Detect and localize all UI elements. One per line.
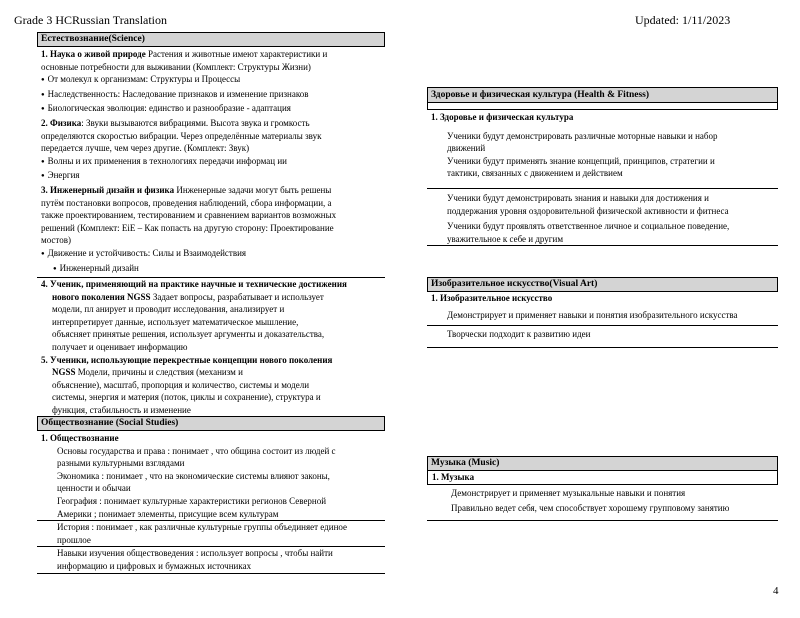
grade-label: Grade 3 HCRussian Translation: [14, 13, 168, 27]
page-number: 4: [773, 585, 779, 597]
science-heading: Естествознание(Science): [37, 32, 385, 47]
music-heading: Музыка (Music): [427, 456, 778, 471]
list-item: ● Наследственность: Наследование признаков и изменение признаков: [41, 88, 385, 103]
science-section: Естествознание(Science) 1. Наука о живой природе Растения и животные имеют характеристики и основные потребности для выживании (Комплект: Структуры Жизни) ● От молекул к организмам: Структуры и Процессы ● Наследственность: Наследование признаков и изменение признаков ● Биологическая эволюция: единство и разнообразие - адаптация 2. Физика: Звуки вызываются вибрациями. Высота звука и громкость определяются скоростью вибрации. Через определённые материалы звук передается лучше, чем через другие. (Комплект: Звук) ● Волны и их применения в технологиях передачи информац ии ● Энергия 3. Инженерный дизайн и физика Инженерные задачи могут быть решены путём постановки вопросов, проведения наблюдений, сбора информации, а также проектированием, тестированием и сравнением вариантов возможных решений (Комплект: EiE – Как попасть на другую сторону: Проектирование мостов) ● Движение и устойчивость: Силы и Взаимодействия ● Инженерный дизайн 4. Ученик, применяющий на практике научные и технические достижения нового поколения NGSS Задает вопросы, разрабатывает и использует модели, пл анирует и проводит исследования, анализирует и интерпретирует данные, использует математическое мышление, объясняет принятые решения, использует аргументы и доказательства, получает и оценивает информацию 5. Ученики, использующие перекрестные концепции нового поколения NGSS Модели, причины и следствия (механизм и объяснение), масштаб, пропорция и количество, системы и модели системы, энергия и материя (поток, циклы и сохранение), структура и функция, стабильность и изменение: [37, 32, 385, 417]
updated-date: Updated: 1/11/2023: [635, 13, 731, 27]
social-studies-section: Обществознание (Social Studies) 1. Обществознание Основы государства и права : понимает , что община состоит из людей с разными культурными взглядами Экономика : понимает , что на экономические системы влияют законы, ценности и обычаи География : понимает культурные характеристики регионов Северной Америки ; понимает элементы, присущие всем культурам История : понимает , как различные культурные группы объединяет единое прошлое Навыки изучения обществоведения : использует вопросы , чтобы найти информацию и цифровых и бумажных источниках: [37, 416, 385, 574]
social-studies-heading: Обществознание (Social Studies): [37, 416, 385, 431]
visual-art-heading: Изобразительное искусство(Visual Art): [427, 277, 778, 292]
list-item: ● Инженерный дизайн: [41, 262, 385, 277]
list-item: ● Биологическая эволюция: единство и разнообразие - адаптация: [41, 102, 385, 117]
health-section: Здоровье и физическая культура (Health & Fitness) 1. Здоровье и физическая культура Ученики будут демонстрировать различные моторные навыки и набор движений Ученики будут применять знание концепций, принципов, стратегии и тактики, связанных с движением и действием Ученики будут демонстрировать знания и навыки для достижения и поддержания уровня оздоровительной физической активности и фитнеса Ученики будут проявлять ответственное личное и социальное поведение, уважительное к себе и другим: [427, 87, 778, 246]
list-item: ● От молекул к организмам: Структуры и Процессы: [41, 73, 385, 88]
list-item: ● Волны и их применения в технологиях передачи информац ии: [41, 155, 385, 170]
health-heading: Здоровье и физическая культура (Health & Fitness): [427, 87, 778, 103]
list-item: ● Движение и устойчивость: Силы и Взаимодействия: [41, 247, 385, 262]
music-section: Музыка (Music) 1. Музыка Демонстрирует и применяет музыкальные навыки и понятия Правильно ведет себя, чем способствует хорошему групповому занятию: [427, 456, 778, 521]
visual-art-section: Изобразительное искусство(Visual Art) 1. Изобразительное искусство Демонстрирует и применяет навыки и понятия изобразительного искусства Творчески подходит к развитию идеи: [427, 277, 778, 348]
list-item: ● Энергия: [41, 169, 385, 184]
